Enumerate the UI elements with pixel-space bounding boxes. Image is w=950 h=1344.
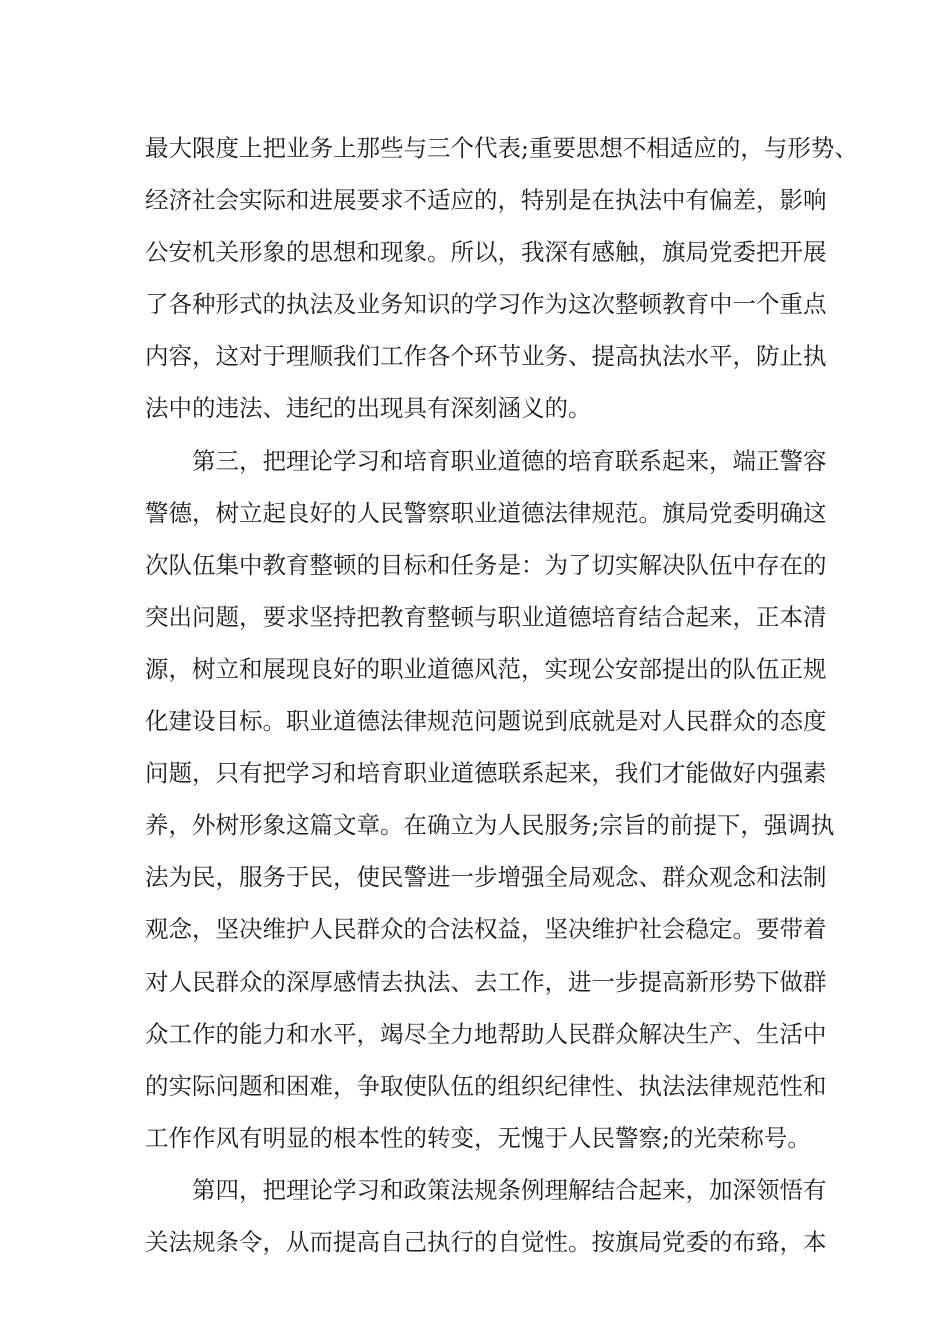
- text-line: 关法规条令，从而提高自己执行的自觉性。按旗局党委的布臵，本: [145, 1227, 827, 1256]
- text-line: 公安机关形象的思想和现象。所以，我深有感触，旗局党委把开展: [145, 238, 827, 267]
- text-line: 次队伍集中教育整顿的目标和任务是：为了切实解决队伍中存在的: [145, 550, 827, 579]
- paragraph-start-line: 第四，把理论学习和政策法规条例理解结合起来，加深领悟有: [192, 1175, 827, 1204]
- text-line: 警德，树立起良好的人民警察职业道德法律规范。旗局党委明确这: [145, 498, 827, 527]
- text-line: 观念，坚决维护人民群众的合法权益，坚决维护社会稳定。要带着: [145, 915, 827, 944]
- text-line: 经济社会实际和进展要求不适应的，特别是在执法中有偏差，影响: [145, 186, 827, 215]
- text-line: 突出问题，要求坚持把教育整顿与职业道德培育结合起来，正本清: [145, 602, 827, 631]
- text-line: 工作作风有明显的根本性的转变，无愧于人民警察;的光荣称号。: [145, 1123, 811, 1152]
- text-line: 最大限度上把业务上那些与三个代表;重要思想不相适应的，与形势、: [145, 134, 858, 162]
- text-line: 化建设目标。职业道德法律规范问题说到底就是对人民群众的态度: [145, 707, 827, 736]
- text-line: 对人民群众的深厚感情去执法、去工作，进一步提高新形势下做群: [145, 967, 827, 996]
- text-line: 养，外树形象这篇文章。在确立为人民服务;宗旨的前提下，强调执: [145, 811, 835, 840]
- text-line: 众工作的能力和水平，竭尽全力地帮助人民群众解决生产、生活中: [145, 1019, 827, 1048]
- text-line: 问题，只有把学习和培育职业道德联系起来，我们才能做好内强素: [145, 759, 827, 788]
- text-line: 法中的违法、违纪的出现具有深刻涵义的。: [145, 394, 592, 423]
- text-line: 的实际问题和困难，争取使队伍的组织纪律性、执法法律规范性和: [145, 1071, 827, 1100]
- text-line: 内容，这对于理顺我们工作各个环节业务、提高执法水平，防止执: [145, 342, 827, 371]
- paragraph-start-line: 第三，把理论学习和培育职业道德的培育联系起来，端正警容: [192, 446, 827, 475]
- text-line: 源，树立和展现良好的职业道德风范，实现公安部提出的队伍正规: [145, 654, 827, 683]
- text-line: 了各种形式的执法及业务知识的学习作为这次整顿教育中一个重点: [145, 290, 827, 319]
- body-text: [145, 122, 858, 1268]
- text-line: 法为民，服务于民，使民警进一步增强全局观念、群众观念和法制: [145, 863, 827, 892]
